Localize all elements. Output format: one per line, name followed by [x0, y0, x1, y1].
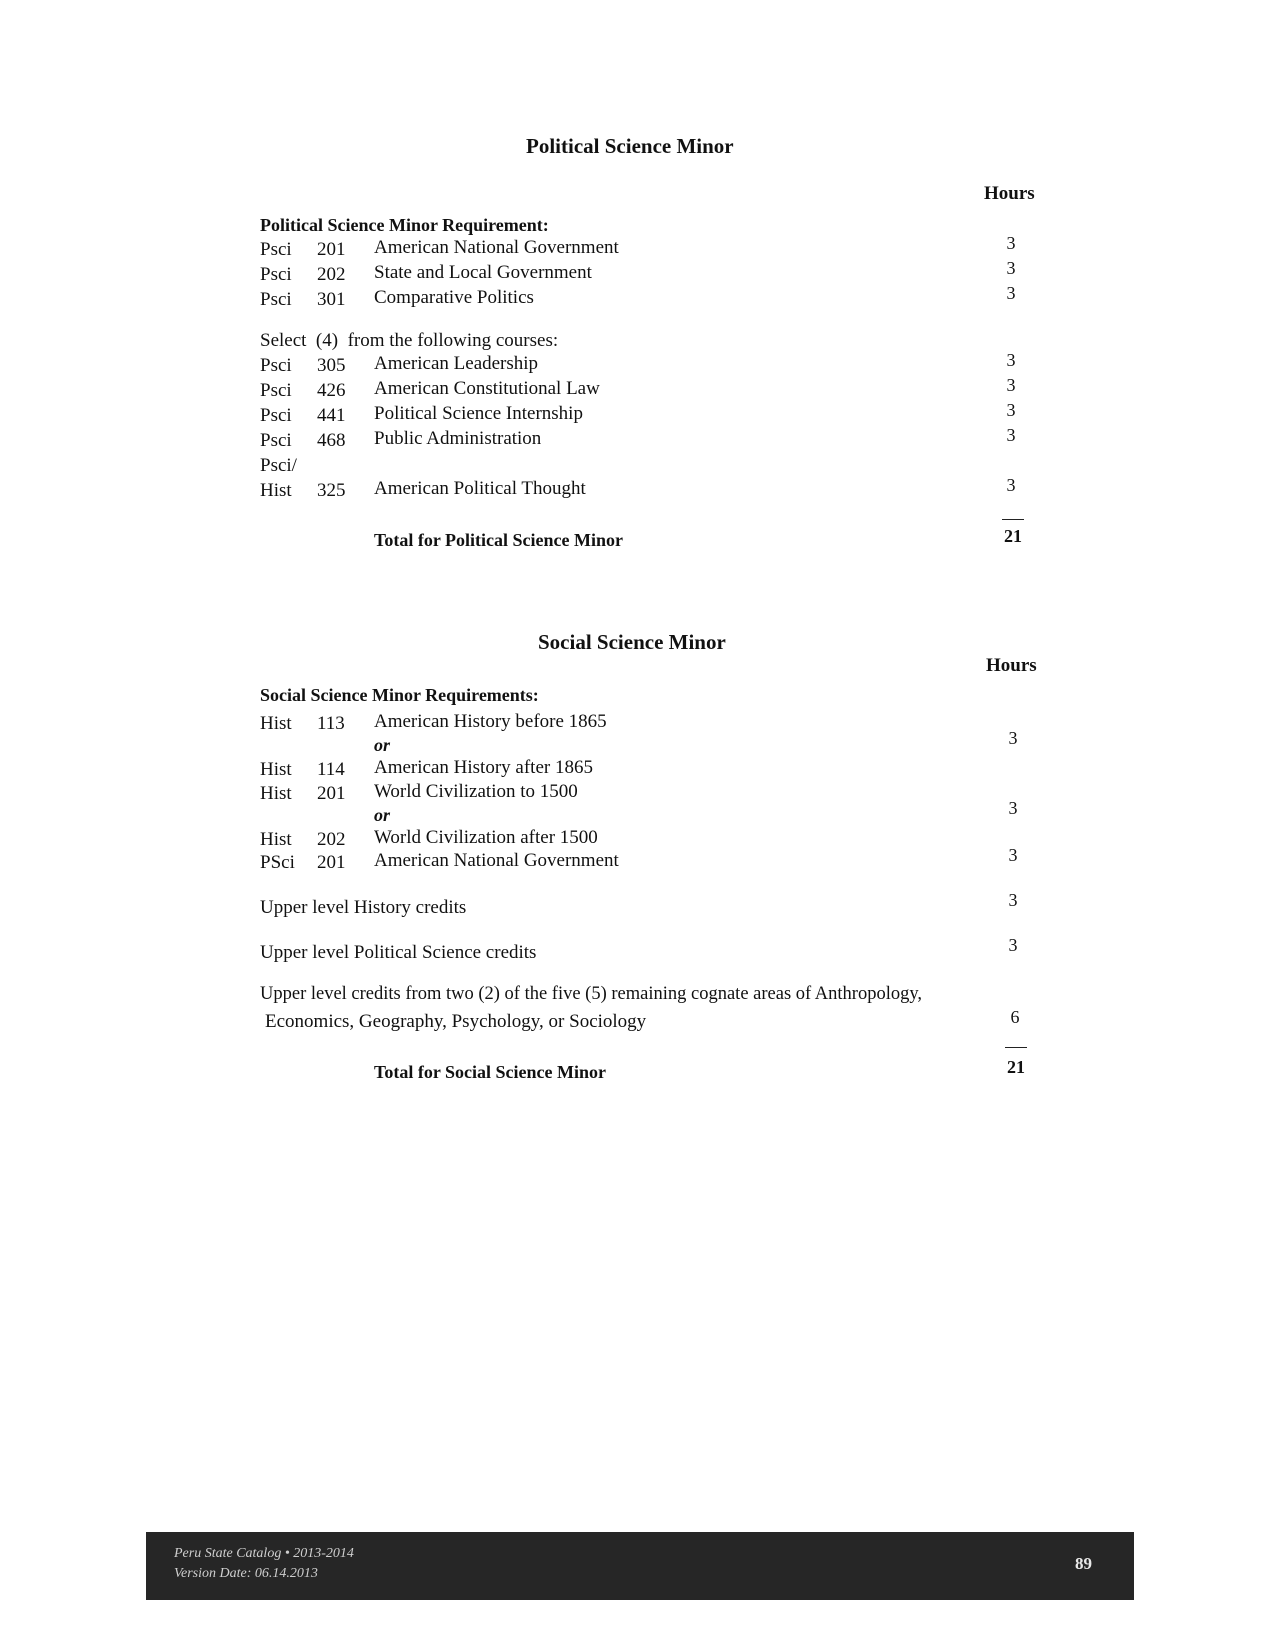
pol-sci-total-label: Total for Political Science Minor — [374, 530, 623, 550]
course-number: 441 — [317, 405, 346, 426]
pol-sci-hours-header: Hours — [984, 183, 1035, 204]
footer-catalog-title: Peru State Catalog • 2013-2014 — [174, 1546, 354, 1561]
course-number: 305 — [317, 355, 346, 376]
course-name: American Leadership — [374, 353, 539, 374]
course-hours: 3 — [1008, 845, 1018, 865]
soc-sci-total-label: Total for Social Science Minor — [374, 1062, 606, 1082]
cognate-text-line1: Upper level credits from two (2) of the five (5) remaining cognate areas of Anthropology, — [260, 984, 923, 1004]
course-hours: 3 — [1008, 728, 1018, 748]
course-dept: Psci — [260, 239, 292, 260]
course-number: 114 — [317, 759, 345, 780]
footer-bar — [146, 1532, 1134, 1600]
pol-sci-section-header: Political Science Minor Requirement: — [260, 215, 549, 235]
course-name: Political Science Internship — [374, 403, 583, 424]
upper-psci-hours: 3 — [1008, 935, 1018, 955]
course-dept: Hist — [260, 829, 292, 850]
footer-version-date: Version Date: 06.14.2013 — [174, 1566, 318, 1581]
course-hours: 3 — [1006, 258, 1016, 278]
course-dept: Psci — [260, 289, 292, 310]
course-name: American National Government — [374, 850, 619, 871]
course-number: 201 — [317, 852, 346, 873]
course-dept: Hist — [260, 713, 292, 734]
course-dept: PSci — [260, 852, 295, 873]
or-connector: or — [374, 805, 391, 825]
course-dept: Psci — [260, 380, 292, 401]
course-hours: 3 — [1006, 425, 1016, 445]
course-dept: Hist — [260, 480, 292, 501]
soc-sci-section-header: Social Science Minor Requirements: — [260, 685, 539, 705]
course-dept: Hist — [260, 783, 292, 804]
upper-history-hours: 3 — [1008, 890, 1018, 910]
course-dept: Psci — [260, 264, 292, 285]
course-number: 201 — [317, 239, 346, 260]
or-connector: or — [374, 735, 391, 755]
course-hours: 3 — [1006, 400, 1016, 420]
course-name: American Constitutional Law — [374, 378, 600, 399]
course-number: 426 — [317, 380, 346, 401]
course-name: American Political Thought — [374, 478, 586, 499]
course-hours: 3 — [1008, 798, 1018, 818]
course-number: 468 — [317, 430, 346, 451]
course-name: American National Government — [374, 237, 619, 258]
course-dept: Psci/ — [260, 455, 297, 476]
cognate-text-line2: Economics, Geography, Psychology, or Sociology — [265, 1011, 647, 1032]
course-dept: Psci — [260, 430, 292, 451]
upper-history-label: Upper level History credits — [260, 897, 467, 918]
course-name: Public Administration — [374, 428, 542, 449]
course-number: 113 — [317, 713, 345, 734]
course-name: World Civilization to 1500 — [374, 781, 578, 802]
total-rule — [1002, 519, 1024, 520]
course-dept: Psci — [260, 405, 292, 426]
cognate-hours: 6 — [1010, 1007, 1020, 1027]
course-dept: Hist — [260, 759, 292, 780]
course-number: 325 — [317, 480, 346, 501]
total-rule — [1005, 1047, 1027, 1048]
course-hours: 3 — [1006, 233, 1016, 253]
course-name: Comparative Politics — [374, 287, 534, 308]
course-name: American History before 1865 — [374, 711, 607, 732]
soc-sci-total-hours: 21 — [1007, 1057, 1025, 1077]
course-hours: 3 — [1006, 350, 1016, 370]
upper-psci-label: Upper level Political Science credits — [260, 942, 537, 963]
soc-sci-hours-header: Hours — [986, 655, 1037, 676]
course-number: 201 — [317, 783, 346, 804]
pol-sci-total-hours: 21 — [1004, 526, 1022, 546]
soc-sci-title: Social Science Minor — [538, 630, 726, 654]
course-hours: 3 — [1006, 375, 1016, 395]
page-number: 89 — [1075, 1554, 1092, 1573]
course-name: American History after 1865 — [374, 757, 593, 778]
course-number: 202 — [317, 829, 346, 850]
course-number: 301 — [317, 289, 346, 310]
pol-sci-title: Political Science Minor — [526, 134, 734, 158]
course-name: World Civilization after 1500 — [374, 827, 598, 848]
course-name: State and Local Government — [374, 262, 592, 283]
select-label: Select (4) from the following courses: — [260, 330, 559, 351]
course-hours: 3 — [1006, 475, 1016, 495]
course-number: 202 — [317, 264, 346, 285]
course-hours: 3 — [1006, 283, 1016, 303]
course-dept: Psci — [260, 355, 292, 376]
